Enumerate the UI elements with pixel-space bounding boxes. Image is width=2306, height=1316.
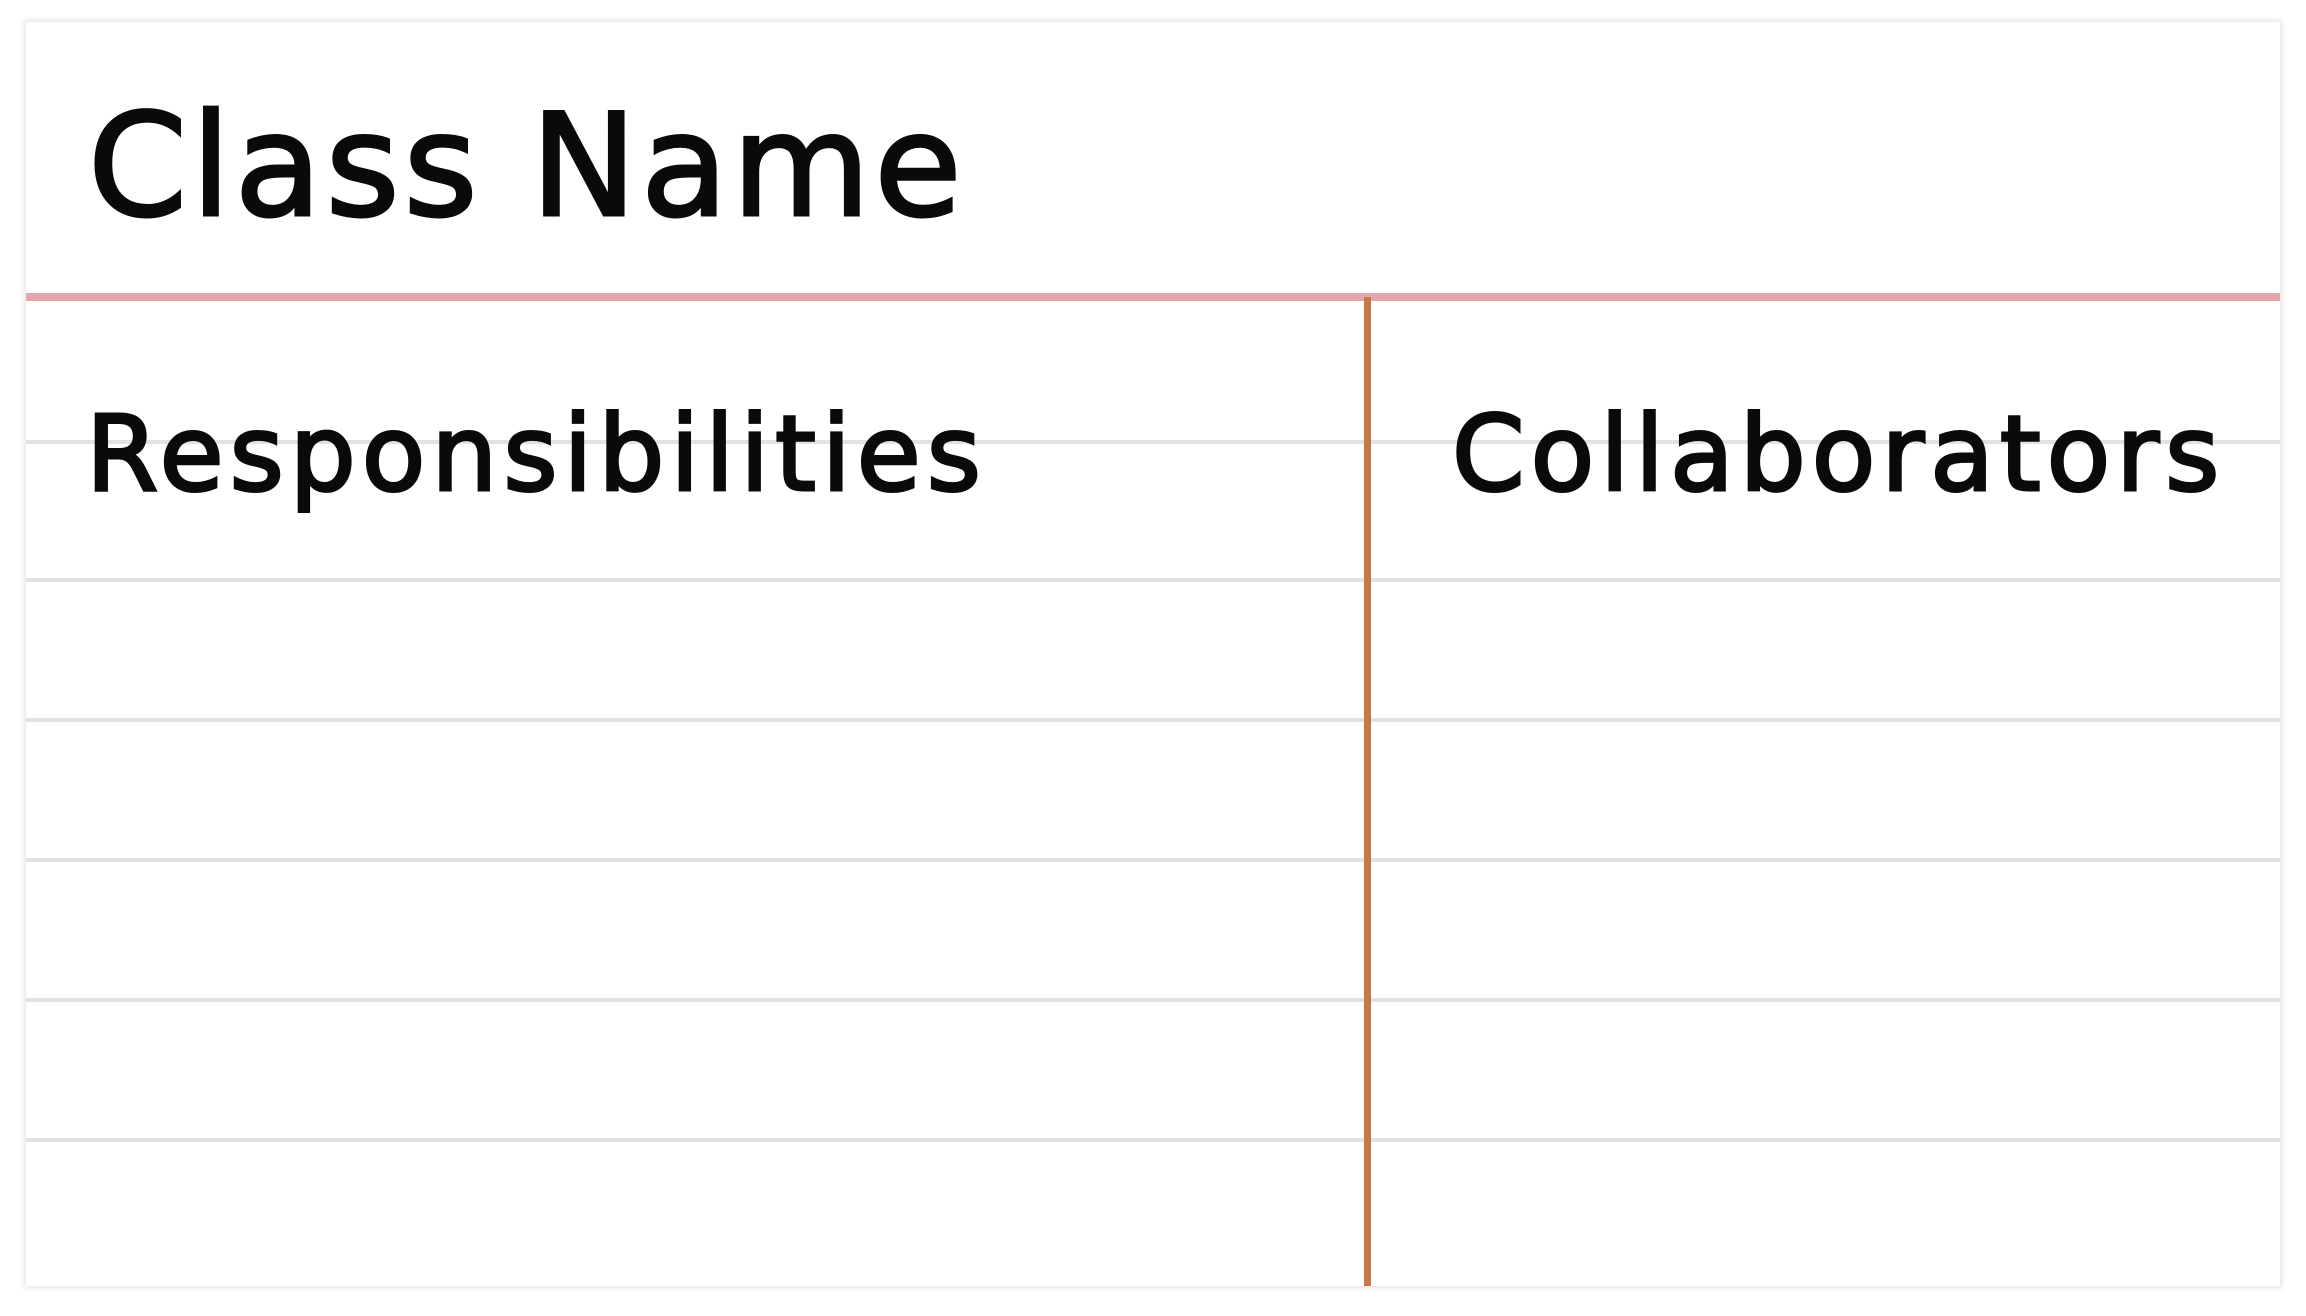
responsibilities-heading: Responsibilities xyxy=(86,393,987,515)
ruled-line xyxy=(26,858,2280,862)
crc-card xyxy=(26,22,2280,1286)
collaborators-heading: Collaborators xyxy=(1452,393,2226,515)
ruled-line xyxy=(26,1138,2280,1142)
ruled-line xyxy=(26,578,2280,582)
ruled-line xyxy=(26,718,2280,722)
ruled-line xyxy=(26,998,2280,1002)
header-rule xyxy=(26,293,2280,301)
class-name-heading: Class Name xyxy=(88,84,966,249)
column-divider xyxy=(1364,297,1371,1286)
